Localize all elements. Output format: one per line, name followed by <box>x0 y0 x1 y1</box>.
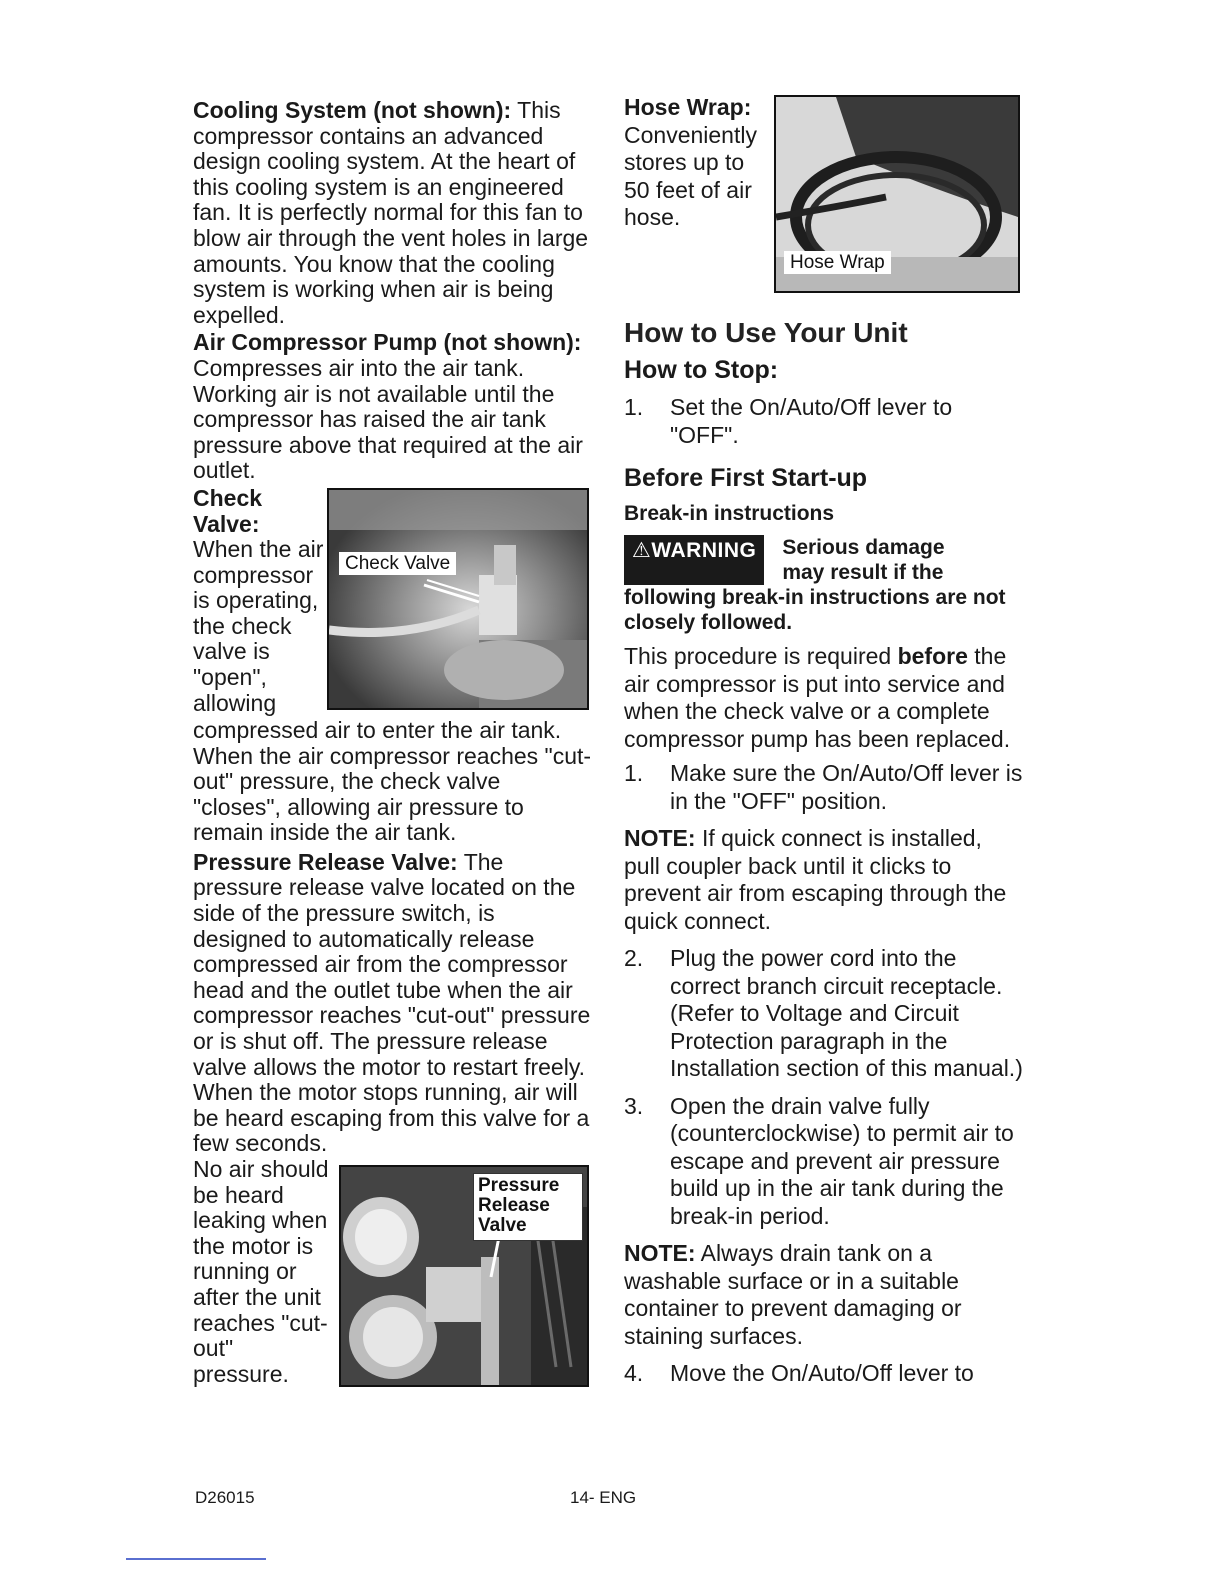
check-line: When the air <box>193 536 324 563</box>
pump-title: Air Compressor Pump (not shown): <box>193 329 582 356</box>
list-item <box>624 1360 1024 1388</box>
check-title-2: Valve: <box>193 510 260 537</box>
breakin-steps-1 <box>624 759 1024 815</box>
prv-line: pressure. <box>193 1360 289 1387</box>
note-label: NOTE: <box>624 825 696 851</box>
check-valve-photo <box>327 488 589 710</box>
check-valve-illustration <box>329 490 587 708</box>
prv-title: Pressure Release Valve: <box>193 848 458 875</box>
prv-figure-label-box <box>473 1173 583 1241</box>
note-label: NOTE: <box>624 1240 696 1266</box>
note-2 <box>624 1240 1024 1350</box>
breakin-steps-2 <box>624 945 1024 1230</box>
footer-doc-code: D26015 <box>195 1488 255 1507</box>
list-item <box>624 945 1024 1083</box>
procedure-pre: This procedure is required <box>624 643 898 669</box>
prv-line: out" <box>193 1335 234 1362</box>
cooling-text: This compressor contains an advanced design cooling system. At the heart of this cooling system is an engineered fan. It is perfectly normal for this fan to blow air through the vent holes in large amounts. You know that the cooling system is working when air is being expelled. <box>193 97 589 328</box>
list-item <box>624 1093 1024 1231</box>
step-text: Open the drain valve fully (counterclockwise) to permit air to escape and prevent air pressure build up in the air tank during the break-in period. <box>670 1092 1014 1229</box>
warning-line: Serious damage <box>782 536 945 559</box>
prv-label-line: Valve <box>478 1215 527 1236</box>
prv-line: reaches "cut- <box>193 1309 328 1336</box>
prv-label-line: Pressure <box>478 1175 560 1196</box>
hose-title: Hose Wrap: <box>624 94 752 120</box>
cooling-title: Cooling System (not shown): <box>193 97 512 123</box>
procedure-post: the air compressor is put into service and when the check valve or a complete compressor pump has been replaced. <box>624 643 1011 752</box>
check-valve-rest: compressed air to enter the air tank. When the air compressor reaches "cut-out" pressure, the check valve "closes", allowing air pressure to remain inside the air tank. <box>193 716 592 846</box>
step-number: 4. <box>624 1360 644 1386</box>
hose-line: Conveniently <box>624 121 757 148</box>
hose-wrap-figure-label: Hose Wrap <box>784 251 891 274</box>
prv-line: No air should <box>193 1156 329 1182</box>
hose-line: 50 feet of air <box>624 176 752 203</box>
check-valve-side-text <box>193 486 331 716</box>
step-text: Move the On/Auto/Off lever to <box>670 1360 974 1386</box>
warning-lines <box>782 535 944 585</box>
warning-block <box>624 535 1024 635</box>
check-valve-figure-label: Check Valve <box>339 552 456 575</box>
warning-line: may result if the <box>782 561 944 584</box>
check-title-1: Check <box>193 484 263 511</box>
breakin-steps-3 <box>624 1360 1024 1388</box>
before-first-startup-title: Before First Start-up <box>624 464 868 492</box>
hose-line: stores up to <box>624 149 745 176</box>
prv-label-line: Release <box>478 1195 550 1216</box>
how-to-stop-title: How to Stop: <box>624 356 779 384</box>
step-text: Make sure the On/Auto/Off lever is in the "OFF" position. <box>670 760 1023 814</box>
note-text: Always drain tank on a washable surface or in a suitable container to prevent damaging or staining surfaces. <box>624 1240 962 1349</box>
prv-line: the motor is <box>193 1232 314 1259</box>
breakin-title: Break-in instructions <box>624 502 835 525</box>
right-column <box>624 93 1024 1388</box>
check-line: the check <box>193 612 292 639</box>
prv-line: be heard <box>193 1181 284 1208</box>
warning-badge: ⚠WARNING <box>624 535 764 585</box>
step-number: 1. <box>624 394 644 420</box>
procedure-bold: before <box>897 643 968 669</box>
prv-side-text <box>193 1157 339 1387</box>
prv-block <box>193 1157 593 1389</box>
check-line: is operating, <box>193 587 319 614</box>
pump-paragraph <box>193 330 593 484</box>
prv-line: running or <box>193 1258 297 1285</box>
step-number: 1. <box>624 760 644 786</box>
cooling-paragraph <box>193 98 593 328</box>
step-text: Plug the power cord into the correct branch circuit receptacle. (Refer to Voltage and Circuit Protection paragraph in the Installation section of this manual.) <box>670 945 1023 1081</box>
step-number: 3. <box>624 1092 644 1119</box>
warning-line: following break-in instructions are not closely followed. <box>624 586 1006 634</box>
step-number: 2. <box>624 945 644 971</box>
check-line: "open", <box>193 664 267 691</box>
prv-text: The pressure release valve located on the side of the pressure switch, is designed to automatically release compressed air from the compressor head and the outlet tube when the air compressor reaches "cut-out" pressure or is shut off. The pressure release valve allows the motor to restart freely. When the motor stops running, air will be heard escaping from this valve for a few seconds. <box>193 848 591 1157</box>
bottom-rule <box>126 1558 266 1560</box>
hose-line: hose. <box>624 204 681 231</box>
list-item <box>624 393 1024 449</box>
step-text: Set the On/Auto/Off lever to "OFF". <box>670 394 953 448</box>
list-item <box>624 759 1024 815</box>
left-column <box>193 98 593 1389</box>
stop-steps <box>624 393 1024 449</box>
footer-page-number: 14- ENG <box>570 1488 637 1507</box>
prv-line: leaking when <box>193 1207 328 1234</box>
check-line: valve is <box>193 638 270 665</box>
hose-wrap-block <box>624 93 1024 293</box>
prv-photo <box>339 1165 589 1387</box>
prv-paragraph <box>193 850 593 1157</box>
check-line: allowing <box>193 689 277 716</box>
hose-wrap-photo <box>774 95 1020 293</box>
note-1 <box>624 825 1024 935</box>
procedure-paragraph <box>624 643 1024 753</box>
how-to-use-title: How to Use Your Unit <box>624 317 908 348</box>
check-line: compressor <box>193 561 314 588</box>
prv-line: after the unit <box>193 1283 321 1310</box>
check-valve-block <box>193 486 593 718</box>
note-text: If quick connect is installed, pull coupler back until it clicks to prevent air from escaping through the quick connect. <box>624 825 1007 934</box>
hose-wrap-text <box>624 93 774 231</box>
pump-text: Compresses air into the air tank. Working air is not available until the compressor has raised the air tank pressure above that required at the air outlet. <box>193 354 583 484</box>
